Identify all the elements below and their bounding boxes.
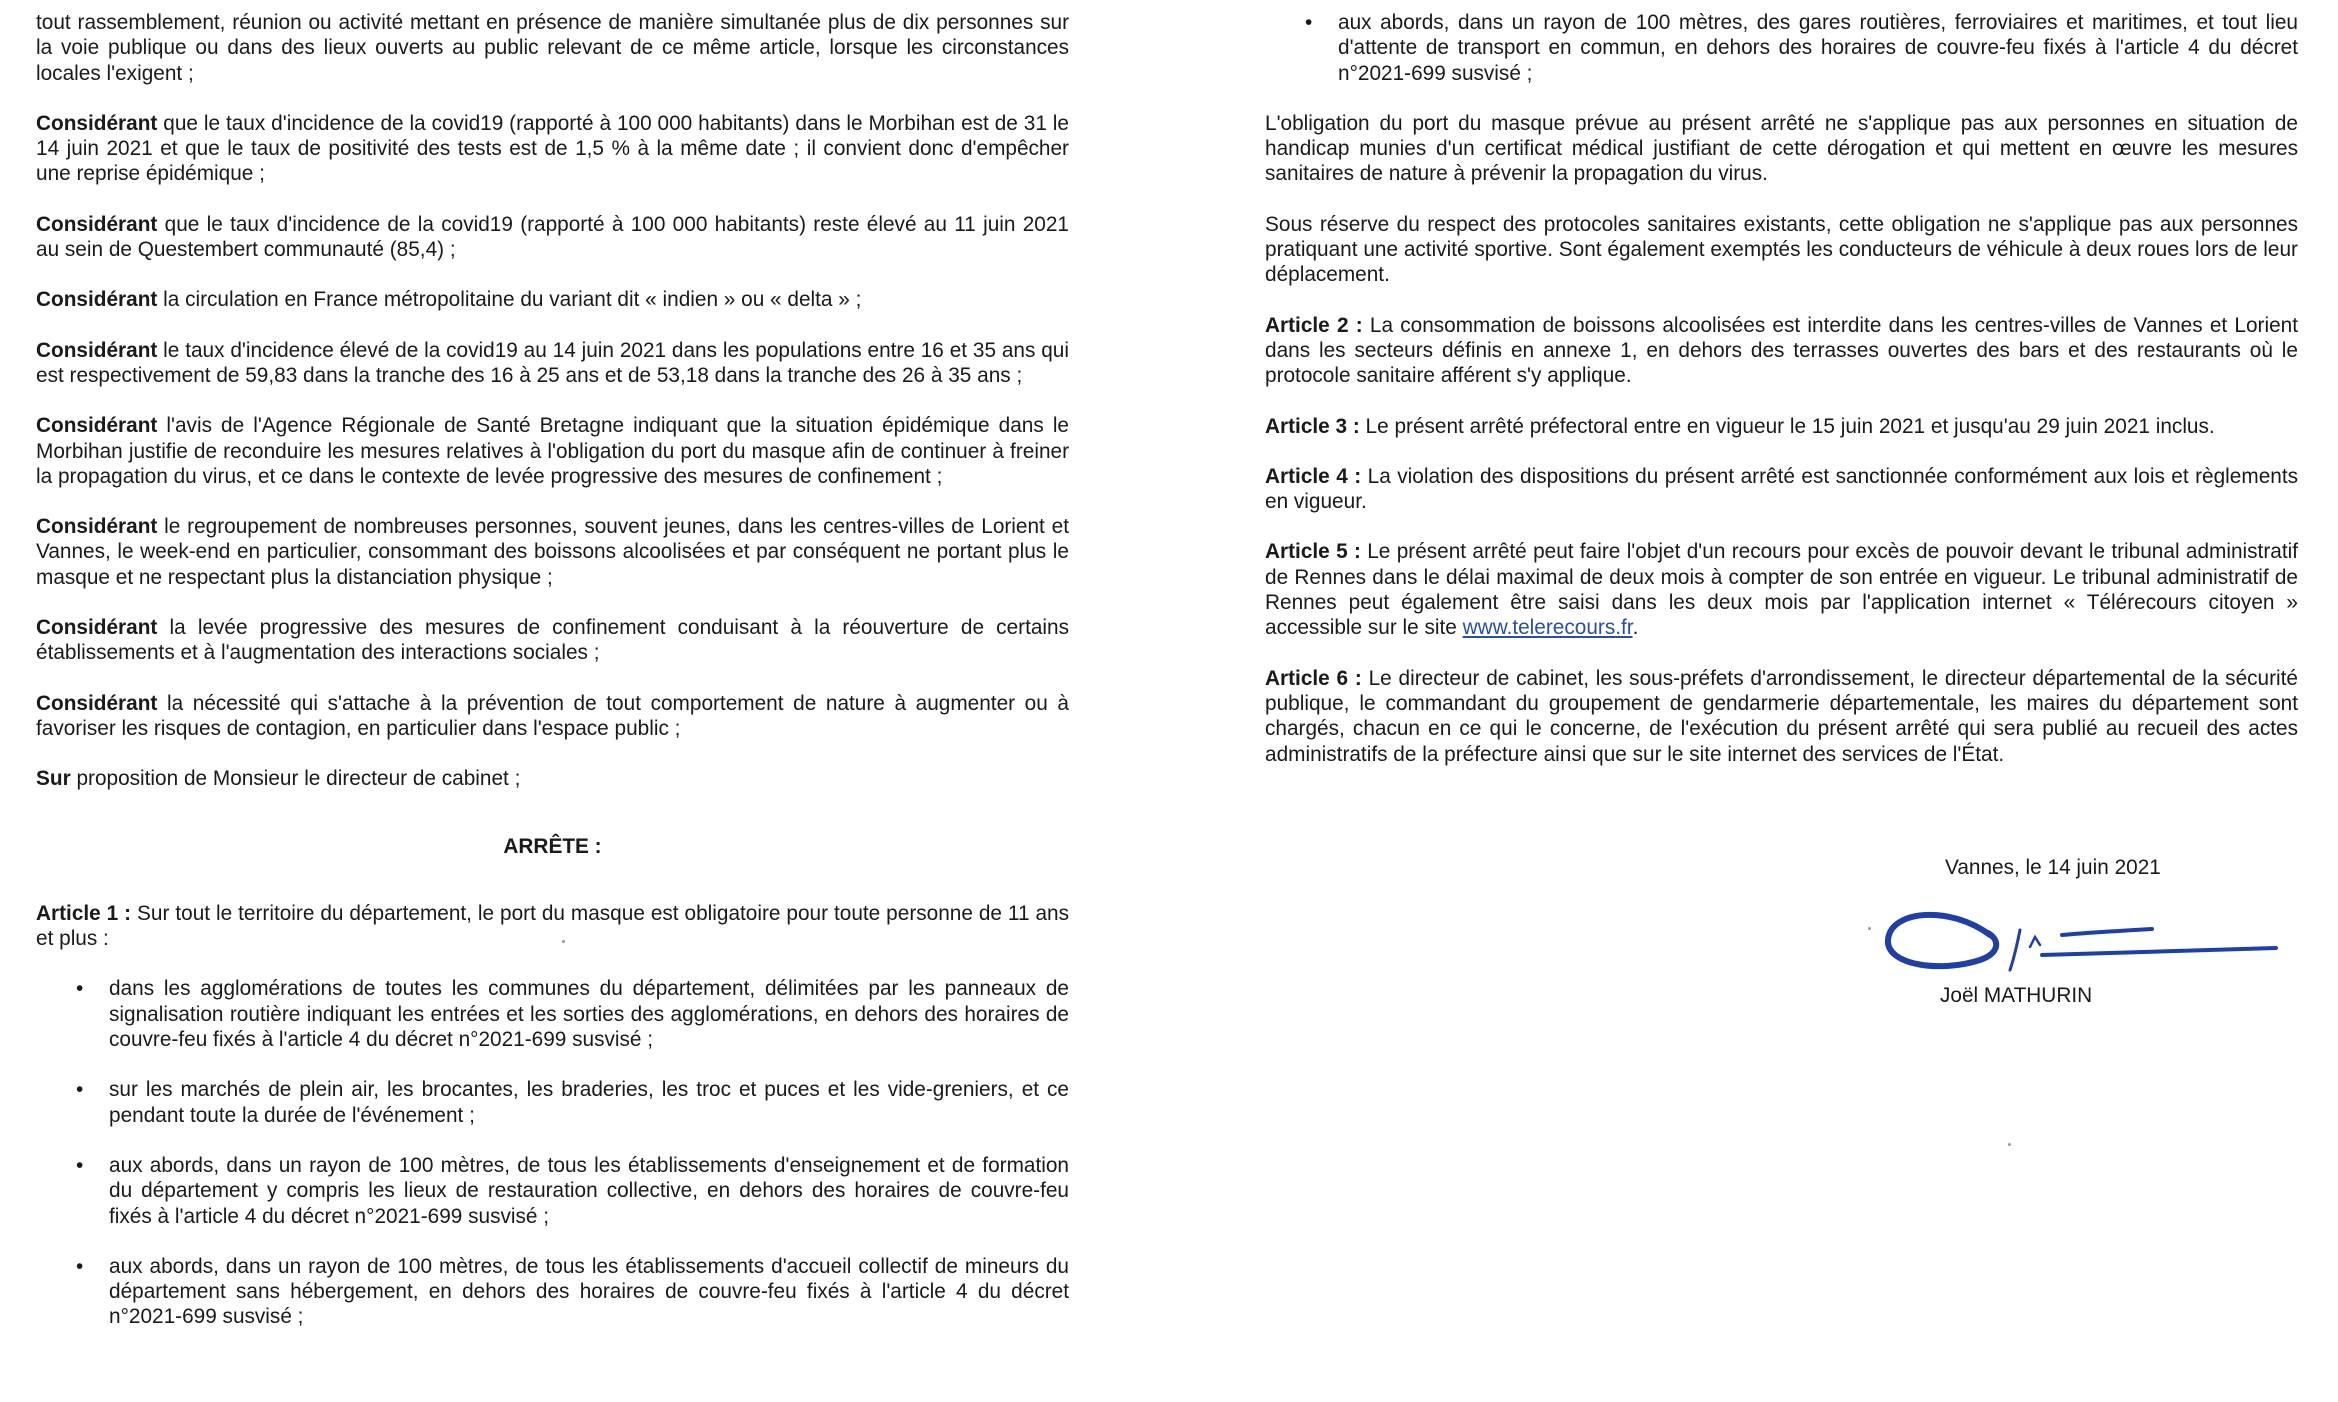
considerant-label: Considérant	[36, 691, 158, 715]
scan-speck	[2008, 1143, 2011, 1146]
considerant-label: Considérant	[36, 111, 158, 135]
article-5-label: Article 5 :	[1265, 540, 1361, 564]
article-5-end: .	[1632, 616, 1639, 640]
considerant-paragraph	[36, 287, 1069, 312]
articles-list	[1265, 313, 2298, 515]
bullet-text: dans les agglomérations de toutes les communes du département, délimitées par les panneaux de signalisation routière indiquant les entrées et les sorties des agglomérations, en dehors des horaires de couvre-feu fixés à l'article 4 du décret n°2021-699 susvisé ;	[109, 977, 1069, 1052]
scan-speck	[1868, 927, 1871, 930]
bullet-icon: •	[76, 977, 84, 1001]
considerant-paragraph	[36, 615, 1069, 666]
signatory-name: Joël MATHURIN	[1940, 984, 2093, 1007]
considerant-paragraph	[36, 514, 1069, 590]
handicap-exemption: L'obligation du port du masque prévue au présent arrêté ne s'applique pas aux personnes en situation de handicap munies d'un certificat médical justifiant de cette dérogation et qui mettent en œuvre les mesures sanitaires de nature à prévenir la propagation du virus.	[1265, 111, 2298, 186]
right-column	[1265, 0, 2298, 792]
article-1-bullets-continued	[1265, 10, 2298, 86]
considerant-label: Considérant	[36, 616, 158, 640]
considerant-text: le taux d'incidence élevé de la covid19 au 14 juin 2021 dans les populations entre 16 et 35 ans qui est respectivement de 59,83 dans la tranche des 16 à 25 ans et de 53,18 dans la tranche des 26 à 35 ans ;	[36, 338, 1069, 387]
considerant-text: le regroupement de nombreuses personnes, souvent jeunes, dans les centres-villes de Lorient et Vannes, le week-end en particulier, consommant des boissons alcoolisées et par conséquent ne portant plus le masque et ne respectant plus la distanciation physique ;	[36, 515, 1069, 589]
bullet-text: aux abords, dans un rayon de 100 mètres, de tous les établissements d'enseignement et de formation du département y compris les lieux de restauration collective, en dehors des horaires de couvre-feu fixés à l'article 4 du décret n°2021-699 susvisé ;	[109, 1153, 1069, 1228]
considerant-paragraph	[36, 691, 1069, 742]
article-text: Le présent arrêté préfectoral entre en vigueur le 15 juin 2021 et jusqu'au 29 juin 2021 inclus.	[1359, 414, 2215, 438]
intro-paragraph: tout rassemblement, réunion ou activité mettant en présence de manière simultanée plus de dix personnes sur la voie publique ou dans des lieux ouverts au public relevant de ce même article, lorsque les circonstances locales l'exigent ;	[36, 11, 1069, 85]
handwritten-signature	[1880, 885, 2300, 995]
considerant-paragraph	[36, 212, 1069, 263]
considerant-text: l'avis de l'Agence Régionale de Santé Bretagne indiquant que la situation épidémique dans le Morbihan justifie de reconduire les mesures relatives à l'obligation du port du masque afin de continuer à freiner la propagation du virus, et ce dans le contexte de levée progressive des mesures de confinement ;	[36, 414, 1069, 488]
bullet-icon: •	[1305, 11, 1313, 34]
considerant-paragraph	[36, 413, 1069, 489]
considerant-text: que le taux d'incidence de la covid19 (rapporté à 100 000 habitants) reste élevé au 11 juin 2021 au sein de Questembert communauté (85,4) ;	[36, 212, 1069, 262]
considerant-text: la nécessité qui s'attache à la prévention de tout comportement de nature à augmenter ou à favoriser les risques de contagion, en particulier dans l'espace public ;	[36, 691, 1069, 740]
article-5-text: Le présent arrêté peut faire l'objet d'un recours pour excès de pouvoir devant le tribunal administratif de Rennes dans le délai maximal de deux mois à compter de son entrée en vigueur. Le tribunal administratif de Rennes peut également être saisi dans les deux mois par l'application internet « Télérecours citoyen » accessible sur le site	[1265, 540, 2299, 640]
considerant-text: que le taux d'incidence de la covid19 (rapporté à 100 000 habitants) dans le Morbihan est de 31 le 14 juin 2021 et que le taux de positivité des tests est de 1,5 % à la même date ; il convient donc d'empêcher une reprise épidémique ;	[36, 111, 1069, 186]
considerant-label: Considérant	[36, 338, 158, 362]
article-1-bullets	[36, 976, 1069, 1329]
article-2	[1265, 313, 2298, 389]
article-1-text: Sur tout le territoire du département, le port du masque est obligatoire pour toute personne de 11 ans et plus :	[36, 901, 1069, 951]
considerant-text: proposition de Monsieur le directeur de cabinet ;	[70, 767, 521, 791]
considerant-text: la circulation en France métropolitaine du variant dit « indien » ou « delta » ;	[157, 288, 862, 312]
article-text: La violation des dispositions du présent arrêté est sanctionnée conformément aux lois et règlements en vigueur.	[1265, 464, 2299, 514]
article-label: Article 4 :	[1265, 464, 1362, 488]
article-1-label: Article 1 :	[36, 901, 132, 925]
bullet-text: aux abords, dans un rayon de 100 mètres, de tous les établissements d'accueil collectif de mineurs du département sans hébergement, en dehors des horaires de couvre-feu fixés à l'article 4 du décret n°2021-699 susvisé ;	[109, 1254, 1069, 1329]
bullet-icon: •	[76, 1078, 84, 1102]
telerecours-link[interactable]: www.telerecours.fr	[1462, 616, 1633, 640]
bullet-item	[36, 976, 1069, 1052]
article-label: Article 2 :	[1265, 313, 1363, 337]
considerant-label: Considérant	[36, 414, 158, 438]
article-6-text: Le directeur de cabinet, les sous-préfets d'arrondissement, le directeur départemental de la sécurité publique, le commandant du groupement de gendarmerie départementale, les maires du département sont chargés, chacun en ce qui le concerne, de l'exécution du présent arrêté qui sera publié au recueil des actes administratifs de la préfecture ainsi que sur le site internet des services de l'État.	[1265, 666, 2298, 766]
article-label: Article 3 :	[1265, 414, 1360, 438]
bullet-text: sur les marchés de plein air, les brocantes, les braderies, les troc et puces et les vide-greniers, et ce pendant toute la durée de l'événement ;	[109, 1078, 1069, 1127]
signature-place-date: Vannes, le 14 juin 2021	[1945, 856, 2161, 879]
scan-speck	[562, 940, 565, 943]
considerant-paragraph	[36, 338, 1069, 389]
article-5	[1265, 539, 2298, 640]
article-4	[1265, 464, 2298, 515]
left-column	[36, 0, 1069, 1355]
bullet-icon: •	[76, 1254, 84, 1278]
bullet-item	[36, 1153, 1069, 1229]
article-text: La consommation de boissons alcoolisées est interdite dans les centres-villes de Vannes et Lorient dans les secteurs définis en annexe 1, en dehors des terrasses ouvertes des bars et des restaurants où le protocole sanitaire afférent s'y applique.	[1265, 313, 2298, 388]
article-6-label: Article 6 :	[1265, 666, 1362, 690]
considerant-label: Considérant	[36, 212, 158, 236]
bullet-icon: •	[76, 1153, 84, 1177]
bullet-item	[36, 1077, 1069, 1128]
considerant-label: Sur	[36, 767, 71, 791]
article-1	[36, 901, 1069, 952]
article-6	[1265, 666, 2298, 767]
article-3	[1265, 414, 2298, 439]
bullet-item	[1265, 10, 2298, 86]
considerant-label: Considérant	[36, 288, 158, 312]
sport-exemption: Sous réserve du respect des protocoles sanitaires existants, cette obligation ne s'applique pas aux personnes pratiquant une activité sportive. Sont également exemptés les conducteurs de véhicule à deux roues lors de leur déplacement.	[1265, 212, 2298, 287]
bullet-item	[36, 1254, 1069, 1330]
bullet-text: aux abords, dans un rayon de 100 mètres, des gares routières, ferroviaires et maritimes, et tout lieu d'attente de transport en commun, en dehors des horaires de couvre-feu fixés à l'article 4 du décret n°2021-699 susvisé ;	[1338, 11, 2298, 85]
considerant-paragraph	[36, 111, 1069, 187]
arrete-heading: ARRÊTE :	[503, 834, 602, 858]
considerant-label: Considérant	[36, 515, 158, 539]
considerant-paragraph	[36, 766, 1069, 791]
considerant-text: la levée progressive des mesures de confinement conduisant à la réouverture de certains établissements et à l'augmentation des interactions sociales ;	[36, 616, 1069, 665]
considerants-list	[36, 111, 1069, 792]
